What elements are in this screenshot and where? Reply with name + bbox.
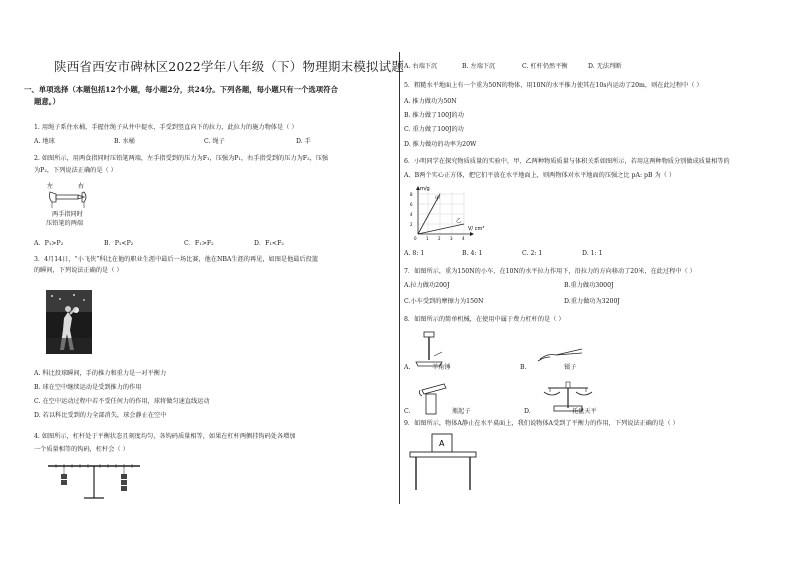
q6-option-b[interactable]: B. 4: 1 bbox=[462, 250, 483, 257]
q3-option-a[interactable]: A. 科比投球瞬间，手的推力和重力是一对平衡力 bbox=[34, 370, 167, 377]
q4-option-b[interactable]: B. 左端下沉 bbox=[462, 63, 496, 70]
q4-stem-cont: 一个质量相等的钩码，杠杆会（ ） bbox=[34, 446, 129, 453]
q8-option-a[interactable]: A. bbox=[404, 364, 411, 371]
q2-option-a[interactable]: A．P₁>P₂ bbox=[34, 240, 64, 247]
q2-option-c[interactable]: C．F₁>F₂ bbox=[184, 240, 214, 247]
q8-stem: 8．如图所示的简单机械，在使用中属于费力杠杆的是（ ） bbox=[404, 316, 565, 323]
tick-y-2: 2 bbox=[410, 222, 413, 227]
basketball-photo bbox=[46, 290, 92, 354]
q6-stem: 6．小明同学在探究物质质量的实验中，甲、乙两种物质质量与体积关系如图所示，若用这两种物质分别做成质量相等的 bbox=[404, 158, 730, 165]
q8-label-d: 托盘天平 bbox=[572, 408, 597, 415]
tick-x-3: 3 bbox=[450, 236, 453, 241]
q4-option-c[interactable]: C. 杠杆仍然平衡 bbox=[522, 63, 568, 70]
q7-option-b[interactable]: B.重力做功3000J bbox=[564, 282, 614, 289]
page-title: 陕西省西安市碑林区2022学年八年级（下）物理期末模拟试题 bbox=[54, 59, 405, 74]
bottle-opener-icon bbox=[414, 380, 454, 416]
origin-label: 0 bbox=[414, 236, 417, 241]
q6-option-d[interactable]: D. 1: 1 bbox=[582, 250, 603, 257]
q2-option-d[interactable]: D．F₁<F₂ bbox=[254, 240, 284, 247]
q3-option-d[interactable]: D. 若以科比受到的力全部消失，球会静止在空中 bbox=[34, 412, 167, 419]
q2-stem: 2. 如图所示，用两食指同时压铅笔两端，左手指受到的压力为F₁，压强为P₁，右手指受到的压力为F₂，压强 bbox=[34, 155, 329, 162]
q7-option-c[interactable]: C.小车受到的摩擦力为150N bbox=[404, 298, 484, 305]
q7-stem: 7．如图所示，重为150N的小车，在10N的水平拉力作用下，沿拉力的方向移动了20米，在此过程中（ ） bbox=[404, 268, 696, 275]
q5-option-c[interactable]: C. 重力做了100J的功 bbox=[404, 126, 464, 133]
section-heading: 一、单项选择（本题包括12个小题，每小题2分，共24分。下列各题，每小题只有一个选项符合 bbox=[24, 85, 338, 94]
q1-option-c[interactable]: C. 绳子 bbox=[204, 138, 225, 145]
section-heading-cont: 题意。） bbox=[34, 97, 60, 106]
block-a-label: A bbox=[439, 439, 445, 448]
q5-option-d[interactable]: D. 推力做功的功率为20W bbox=[404, 141, 477, 148]
axis-y-label: m/g bbox=[420, 186, 430, 192]
tick-x-4: 4 bbox=[462, 236, 465, 241]
tweezers-icon bbox=[536, 345, 586, 365]
tick-y-8: 8 bbox=[410, 192, 413, 197]
q1-option-b[interactable]: B. 水桶 bbox=[114, 138, 135, 145]
q2-option-b[interactable]: B．P₁<P₂ bbox=[104, 240, 134, 247]
lever-figure bbox=[44, 460, 144, 502]
q4-option-d[interactable]: D. 无法判断 bbox=[588, 63, 622, 70]
mass-volume-graph bbox=[404, 184, 494, 248]
tick-y-6: 6 bbox=[410, 202, 413, 207]
q3-option-c[interactable]: C. 在空中运动过程中若不受任何力的作用，球将做匀速直线运动 bbox=[34, 398, 210, 405]
q2-caption-line2: 压铅笔的两端 bbox=[46, 220, 84, 227]
q7-option-a[interactable]: A.拉力做功200J bbox=[404, 282, 450, 289]
q9-stem: 9．如图所示，物体A静止在水平桌面上，我们说物体A受到了平衡力的作用，下列说法正确的是（ ） bbox=[404, 420, 679, 427]
q2-caption-line1: 两手指同时 bbox=[52, 211, 83, 218]
q1-option-a[interactable]: A. 地球 bbox=[34, 138, 55, 145]
tick-y-4: 4 bbox=[410, 212, 413, 217]
q5-stem: 5．粗糙水平地面上有一个重为50N的物体，用10N的水平推力使其在10s内运动了20m，则在此过程中（ ） bbox=[404, 82, 703, 89]
q8-label-b: 镊子 bbox=[564, 364, 577, 371]
q7-option-d[interactable]: D.重力做功为3200J bbox=[564, 298, 620, 305]
q2-stem-cont: 为P₂，下列说法正确的是（ ） bbox=[34, 167, 117, 174]
q6-option-c[interactable]: C. 2: 1 bbox=[522, 250, 543, 257]
q1-stem: 1. 用绳子系住水桶，手握住绳子从井中提水，手受到竖直向下的拉力，此拉力的施力物体是（ ） bbox=[34, 124, 298, 131]
q8-option-d[interactable]: D. bbox=[524, 408, 531, 415]
q6-stem-cont: A、B两个实心正方体，把它们平放在水平地面上，则两物体对水平地面的压强之比 pA: pB 为（ ） bbox=[404, 172, 676, 179]
curve-jia-label: 甲 bbox=[435, 196, 441, 202]
fig-left-label: 左 bbox=[47, 183, 54, 190]
column-divider bbox=[399, 52, 400, 504]
q1-option-d[interactable]: D. 手 bbox=[296, 138, 311, 145]
q8-label-a: 羊角锤 bbox=[432, 364, 451, 371]
q4-option-a[interactable]: A. 右端下沉 bbox=[404, 63, 438, 70]
q8-option-b[interactable]: B. bbox=[520, 364, 527, 371]
q8-option-c[interactable]: C. bbox=[404, 408, 411, 415]
curve-yi-label: 乙 bbox=[456, 218, 462, 224]
fig-right-label: 右 bbox=[78, 183, 85, 190]
q6-option-a[interactable]: A. 8: 1 bbox=[404, 250, 425, 257]
q8-label-c: 瓶起子 bbox=[452, 408, 471, 415]
q5-option-b[interactable]: B. 推力做了100J的功 bbox=[404, 112, 464, 119]
q3-stem-cont: 的瞬间，下列说法正确的是（ ） bbox=[34, 267, 123, 274]
q3-stem: 3．4月14日，“小飞侠”科比在他的职业生涯中最后一场比赛，他在NBA生涯的再见，如图是他最后投篮 bbox=[34, 256, 319, 263]
q5-option-a[interactable]: A. 推力做功为50N bbox=[404, 98, 457, 105]
table-block-figure bbox=[408, 432, 478, 494]
tick-x-1: 1 bbox=[426, 236, 429, 241]
q4-stem: 4. 如图所示，杠杆处于平衡状态且刻度均匀，各钩码质量相等，如果在杠杆两侧挂钩码处各增加 bbox=[34, 433, 296, 440]
q3-option-b[interactable]: B. 球在空中继续运动是受到推力的作用 bbox=[34, 384, 142, 391]
tick-x-2: 2 bbox=[438, 236, 441, 241]
axis-x-label: V/ cm³ bbox=[468, 226, 485, 232]
line-yi bbox=[418, 224, 464, 234]
